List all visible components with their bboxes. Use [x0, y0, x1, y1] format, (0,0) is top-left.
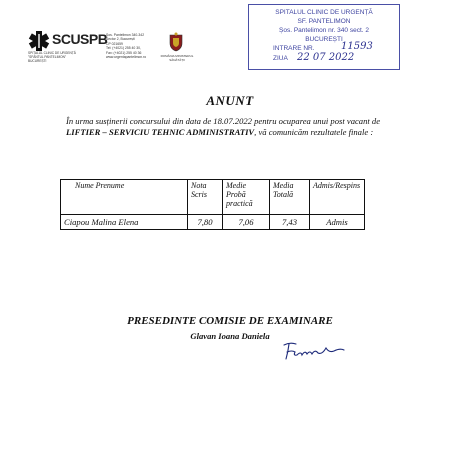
handwritten-signature [280, 339, 350, 363]
cell-total-average: 7,43 [270, 215, 310, 230]
hospital-address [106, 33, 166, 59]
header-practical-score: Medie Probă practică [223, 180, 270, 215]
registration-stamp [248, 4, 400, 70]
table-header-row [61, 180, 365, 215]
results-table [60, 179, 365, 230]
stamp-registration-number: 11593 [341, 41, 373, 52]
address-line: Tel: (+4021) 255 40 30, [106, 46, 141, 51]
announcement-paragraph [66, 116, 402, 137]
address-line: Sector 2, București [106, 37, 135, 42]
header-total-average: Media Totală [270, 180, 310, 215]
address-line: www.urgentapantelimon.ro [106, 55, 147, 60]
cell-written-score: 7,80 [188, 215, 223, 230]
stamp-line: INTRARE NR. [273, 45, 315, 52]
hospital-logo-text: SCUSPB [52, 31, 108, 47]
stamp-line: Șos. Pantelimon nr. 340 sect. 2 [279, 27, 369, 34]
coat-of-arms-icon [168, 32, 184, 52]
table-row [61, 215, 365, 230]
stamp-line: ZIUA [273, 55, 288, 62]
address-line: Fax: (+4021) 255 40 36 [106, 50, 142, 55]
stamp-line: SF. PANTELIMON [297, 18, 351, 25]
document-title: ANUNT [206, 93, 254, 108]
president-title: PRESEDINTE COMISIE DE EXAMINARE [127, 315, 333, 327]
header-name: Nume Prenume [61, 180, 188, 215]
president-name: Glavan Ioana Daniela [190, 331, 270, 341]
stamp-line: SPITALUL CLINIC DE URGENȚĂ [275, 9, 373, 16]
hospital-logo-subtitle: SPITALUL CLINIC DE URGENȚĂ "SFÂNTUL PANTELIMON" BUCUREȘTI [28, 51, 76, 63]
stamp-line: BUCUREȘTI [305, 36, 343, 43]
address-line: CP 021659 [106, 41, 123, 46]
ministry-label: ROMÂNIA MINISTERUL SĂNĂTĂȚII [160, 54, 194, 62]
cell-result: Admis [310, 215, 365, 230]
position-name: LIFTIER – SERVICIU TEHNIC ADMINISTRATIV [66, 126, 255, 137]
header-result: Admis/Respins [310, 180, 365, 215]
announcement-intro: În urma susținerii concursului din data de 18.07.2022 pentru ocuparea unui post vacant de [66, 116, 381, 126]
cell-name: Ciapou Malina Elena [61, 215, 188, 230]
star-of-life-logo-icon [28, 30, 50, 52]
cell-practical-score: 7,06 [223, 215, 270, 230]
header-written-score: Nota Scris [188, 180, 223, 215]
address-line: Șos. Pantelimon 340-342 [106, 33, 145, 37]
announcement-outro: , vă comunicăm rezultatele finale : [254, 126, 374, 137]
stamp-date: 22 07 2022 [297, 52, 355, 63]
